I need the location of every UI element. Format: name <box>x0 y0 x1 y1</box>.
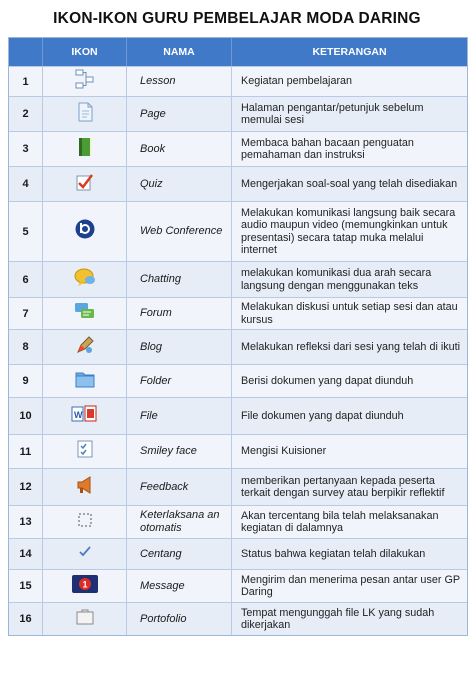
row-number: 9 <box>9 365 43 397</box>
table-row <box>9 434 467 468</box>
svg-text:W: W <box>73 409 82 420</box>
row-icon-cell <box>43 298 127 329</box>
row-name: Book <box>127 132 232 166</box>
row-number: 7 <box>9 298 43 329</box>
row-name: Centang <box>127 539 232 569</box>
row-number: 8 <box>9 330 43 364</box>
feedback-icon <box>74 474 96 501</box>
row-name: Page <box>127 97 232 131</box>
table-row <box>9 468 467 505</box>
row-number: 12 <box>9 469 43 505</box>
row-icon-cell <box>43 435 127 468</box>
row-number: 2 <box>9 97 43 131</box>
row-icon-cell <box>43 330 127 364</box>
row-description: Melakukan refleksi dari sesi yang telah di ikuti <box>241 340 461 353</box>
table-row <box>9 329 467 364</box>
table-row <box>9 297 467 329</box>
book-icon <box>74 136 96 163</box>
row-icon-cell <box>43 365 127 397</box>
web-conference-icon <box>74 218 96 245</box>
row-number: 16 <box>9 603 43 635</box>
row-description: Kegiatan pembelajaran <box>241 75 353 88</box>
row-name: Smiley face <box>127 435 232 468</box>
table-row <box>9 261 467 297</box>
table-row <box>9 397 467 434</box>
row-icon-cell <box>43 570 127 602</box>
table-row <box>9 166 467 201</box>
table-row <box>9 96 467 131</box>
checkmark-icon <box>74 541 96 568</box>
page-title: IKON-IKON GURU PEMBELAJAR MODA DARING <box>53 10 421 27</box>
row-name: Chatting <box>127 262 232 297</box>
row-name: Keterlaksana an otomatis <box>127 506 232 538</box>
row-description: Mengisi Kuisioner <box>241 445 327 458</box>
lesson-icon <box>74 68 96 95</box>
row-number: 4 <box>9 167 43 201</box>
row-icon-cell <box>43 97 127 131</box>
table-row <box>9 66 467 96</box>
row-description: melakukan komunikasi dua arah secara langsung dengan menggunakan teks <box>241 267 432 292</box>
row-number: 11 <box>9 435 43 468</box>
portfolio-icon <box>74 606 96 633</box>
message-icon <box>70 573 100 600</box>
header-icon: IKON <box>43 38 127 66</box>
row-name: Folder <box>127 365 232 397</box>
row-description: Akan tercentang bila telah melaksanakan kegiatan di dalamnya <box>241 509 439 534</box>
row-description: Tempat mengunggah file LK yang sudah dikerjakan <box>241 606 435 631</box>
row-description: Melakukan diskusi untuk setiap sesi dan atau kursus <box>241 301 458 326</box>
header-name: NAMA <box>127 38 232 66</box>
header-description: KETERANGAN <box>312 46 387 58</box>
chatting-icon <box>73 266 97 293</box>
row-description: Berisi dokumen yang dapat diunduh <box>241 374 414 387</box>
header-number <box>9 38 43 66</box>
row-name: Quiz <box>127 167 232 201</box>
row-number: 3 <box>9 132 43 166</box>
row-icon-cell <box>43 469 127 505</box>
forum-icon <box>73 300 97 327</box>
table-row <box>9 364 467 397</box>
row-icon-cell <box>43 506 127 538</box>
message-badge-count: 1 <box>82 579 88 589</box>
row-description: memberikan pertanyaan kepada peserta terkait dengan survey atau berpikir reflektif <box>241 474 445 499</box>
row-description: Melakukan komunikasi langsung baik secara audio maupun video (memungkinkan untuk presentasi) secara tatap muka melalui internet <box>241 206 456 256</box>
row-icon-cell <box>43 262 127 297</box>
row-description: Mengerjakan soal-soal yang telah disediakan <box>241 177 458 190</box>
row-name: Blog <box>127 330 232 364</box>
table-row <box>9 201 467 261</box>
row-name: Lesson <box>127 67 232 96</box>
row-number: 10 <box>9 398 43 434</box>
table-row <box>9 569 467 602</box>
folder-icon <box>74 368 96 395</box>
row-icon-cell <box>43 67 127 96</box>
row-number: 1 <box>9 67 43 96</box>
dashed-checkbox-icon <box>74 509 96 536</box>
row-number: 6 <box>9 262 43 297</box>
smiley-face-icon <box>74 438 96 465</box>
row-icon-cell <box>43 398 127 434</box>
table-header <box>9 38 467 66</box>
icon-table <box>8 37 468 636</box>
row-number: 15 <box>9 570 43 602</box>
row-name: Web Conference <box>127 202 232 261</box>
row-name: Feedback <box>127 469 232 505</box>
table-row <box>9 505 467 538</box>
quiz-icon <box>74 171 96 198</box>
table-row <box>9 602 467 635</box>
row-number: 5 <box>9 202 43 261</box>
row-name: File <box>127 398 232 434</box>
table-body <box>9 66 467 635</box>
row-name: Portofolio <box>127 603 232 635</box>
row-name: Forum <box>127 298 232 329</box>
row-number: 13 <box>9 506 43 538</box>
blog-icon <box>74 334 96 361</box>
row-description: Mengirim dan menerima pesan antar user GP Daring <box>241 573 460 598</box>
row-name: Message <box>127 570 232 602</box>
row-description: Membaca bahan bacaan penguatan pemahaman dan instruksi <box>241 136 414 161</box>
row-icon-cell <box>43 202 127 261</box>
row-icon-cell <box>43 167 127 201</box>
file-icon <box>70 403 100 430</box>
row-icon-cell <box>43 132 127 166</box>
row-description: Status bahwa kegiatan telah dilakukan <box>241 547 426 560</box>
page-icon <box>74 101 96 128</box>
row-description: Halaman pengantar/petunjuk sebelum memulai sesi <box>241 101 424 126</box>
table-row <box>9 131 467 166</box>
row-icon-cell <box>43 539 127 569</box>
table-row <box>9 538 467 569</box>
row-description: File dokumen yang dapat diunduh <box>241 409 404 422</box>
row-icon-cell <box>43 603 127 635</box>
row-number: 14 <box>9 539 43 569</box>
